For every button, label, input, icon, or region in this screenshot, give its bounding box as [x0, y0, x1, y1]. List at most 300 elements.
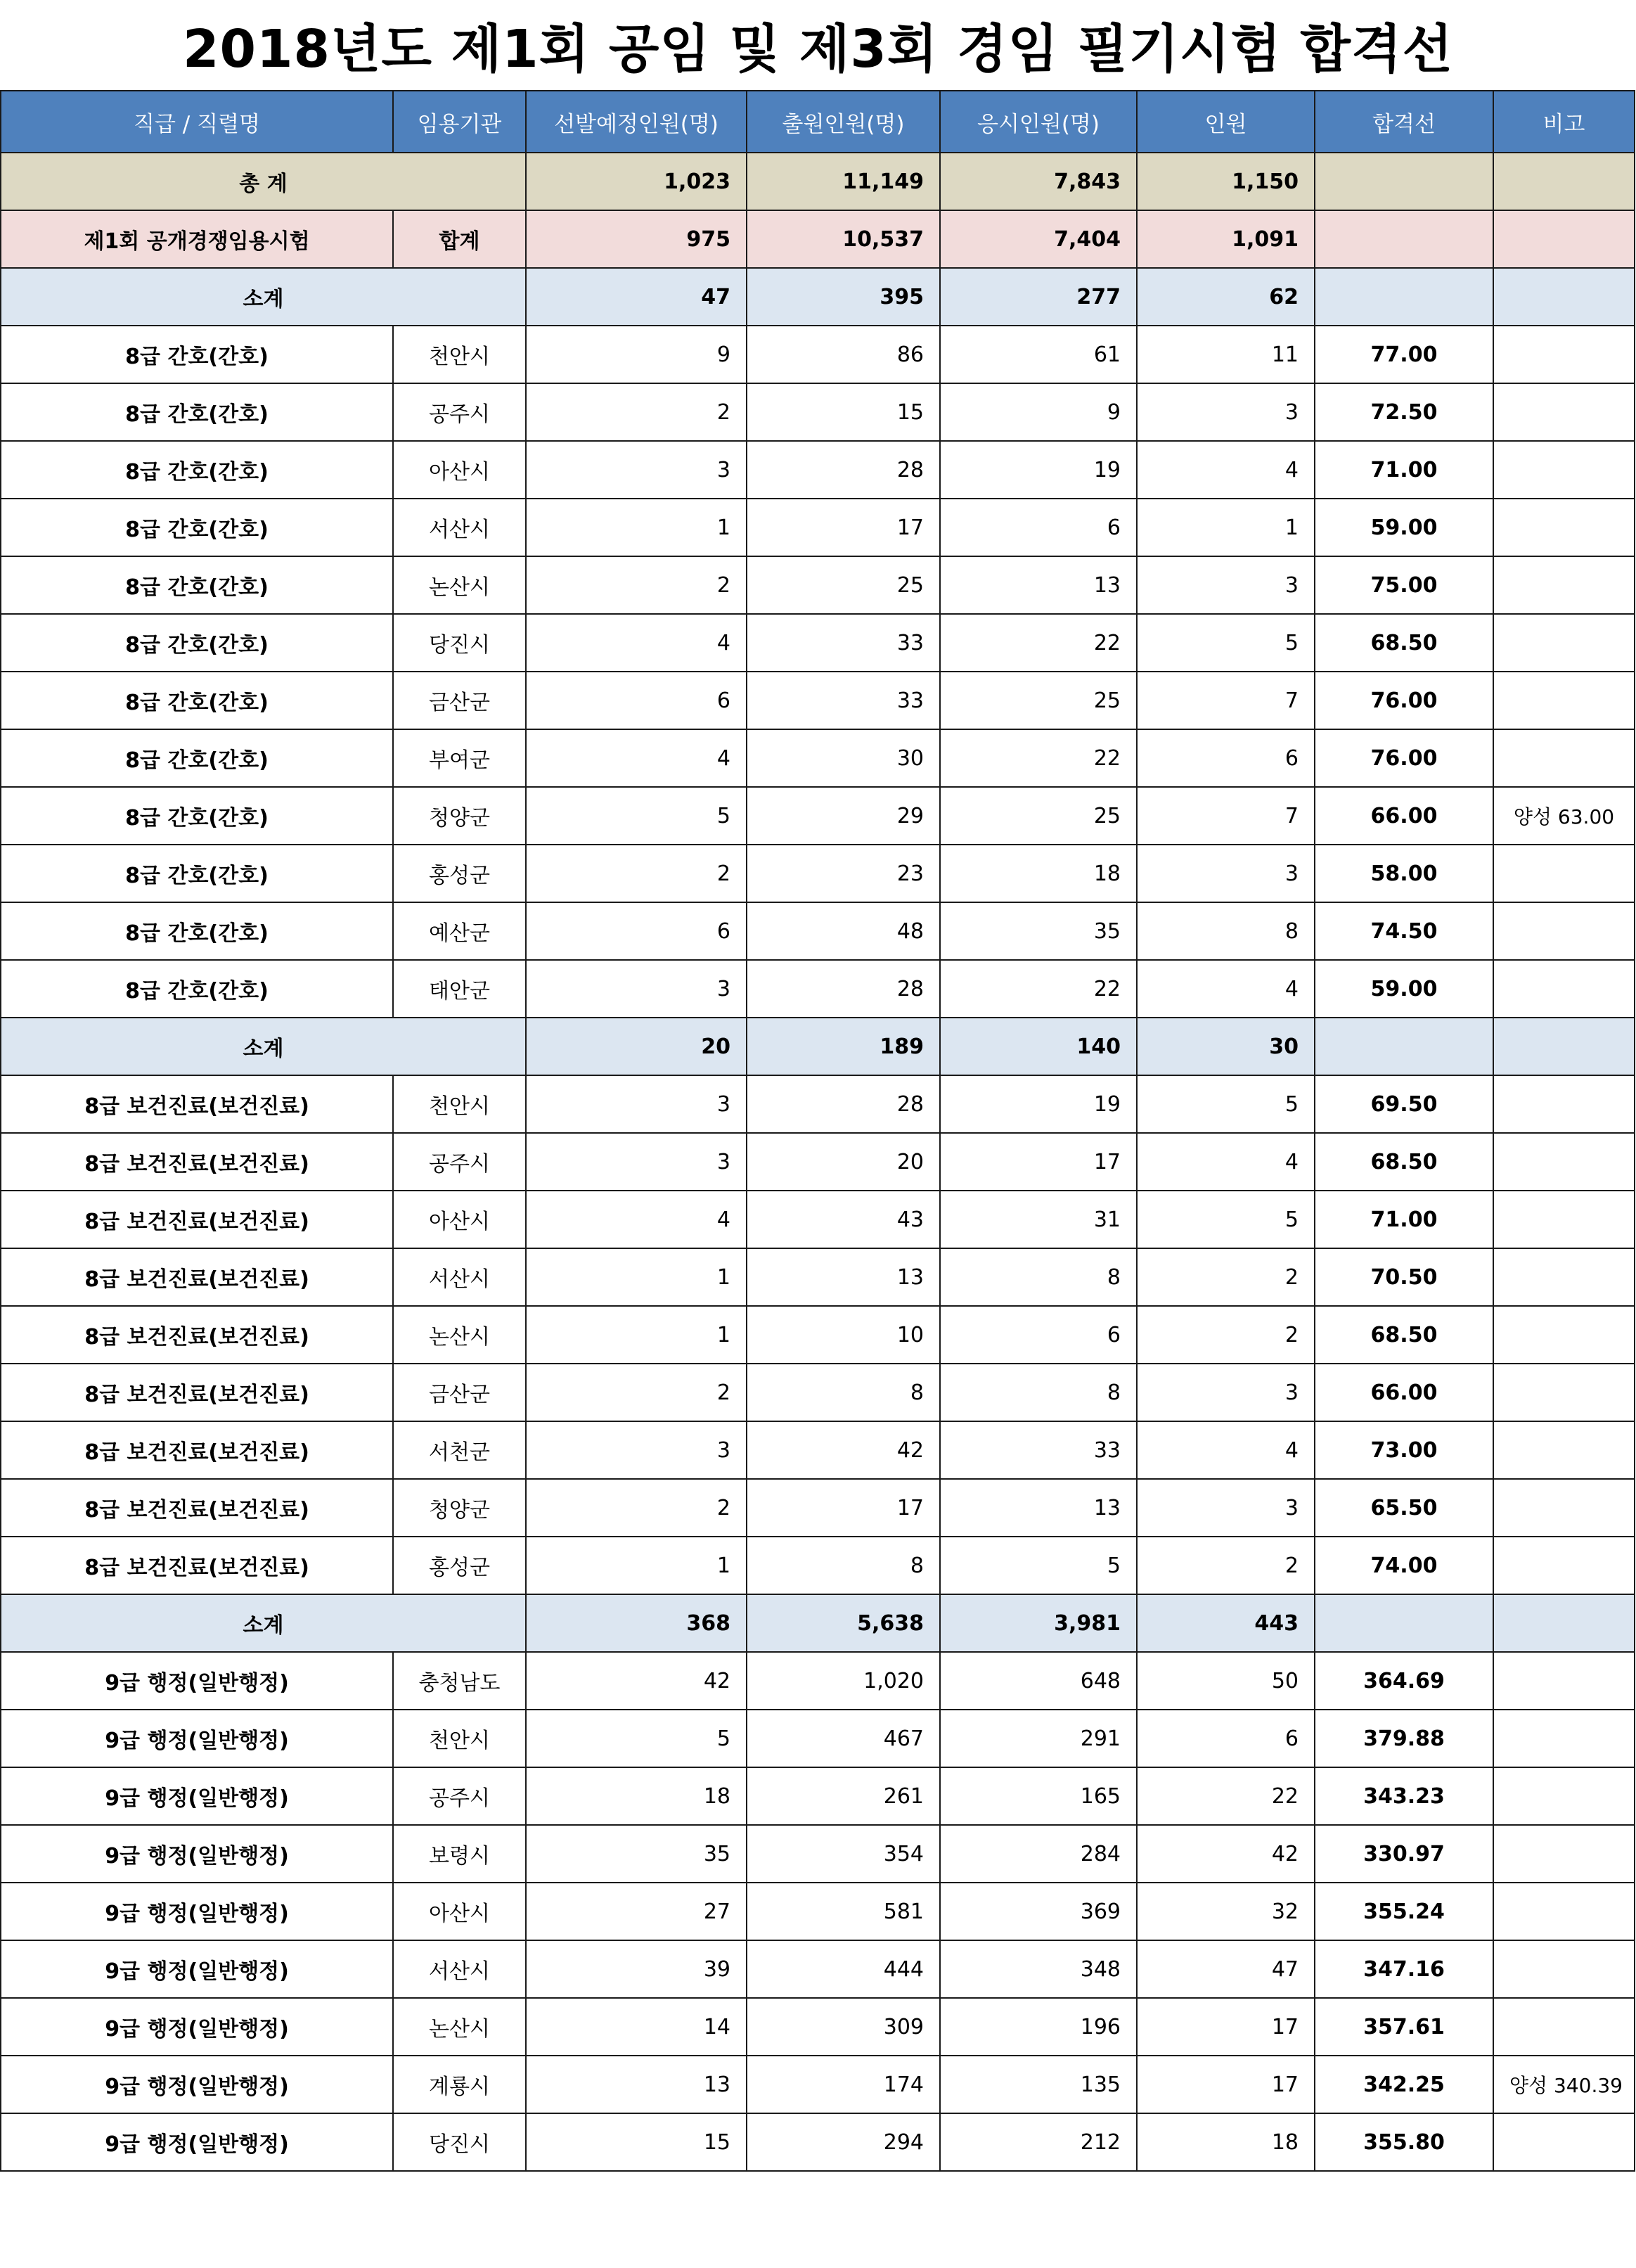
- agency-cell: 부여군: [393, 729, 526, 787]
- took-cell: 18: [940, 845, 1137, 902]
- agency-cell: 금산군: [393, 1364, 526, 1421]
- exam-total-label: 제1회 공개경쟁임용시험: [1, 210, 393, 268]
- cutoff-cell: 75.00: [1315, 556, 1493, 614]
- header-took: 응시인원(명): [940, 91, 1137, 153]
- header-cutoff: 합격선: [1315, 91, 1493, 153]
- applied-cell: 33: [747, 614, 940, 672]
- agency-cell: 천안시: [393, 326, 526, 383]
- note-cell: [1493, 1883, 1635, 1940]
- planned-cell: 5: [526, 1710, 747, 1767]
- position-cell: 8급 보건진료(보건진료): [1, 1248, 393, 1306]
- table-row: [1, 441, 1635, 499]
- cutoff-cell: 74.50: [1315, 902, 1493, 960]
- cutoff-cell: 357.61: [1315, 1998, 1493, 2056]
- passed-cell: 4: [1137, 441, 1315, 499]
- planned-cell: 2: [526, 383, 747, 441]
- position-cell: 8급 보건진료(보건진료): [1, 1421, 393, 1479]
- applied-cell: 10: [747, 1306, 940, 1364]
- agency-cell: 논산시: [393, 556, 526, 614]
- position-cell: 8급 간호(간호): [1, 960, 393, 1018]
- position-cell: 9급 행정(일반행정): [1, 1883, 393, 1940]
- table-row: [1, 499, 1635, 556]
- cutoff-cell: 70.50: [1315, 1248, 1493, 1306]
- subtotal-passed: 62: [1137, 268, 1315, 326]
- planned-cell: 3: [526, 1421, 747, 1479]
- agency-cell: 청양군: [393, 787, 526, 845]
- took-cell: 33: [940, 1421, 1137, 1479]
- applied-cell: 20: [747, 1133, 940, 1191]
- agency-cell: 서산시: [393, 499, 526, 556]
- subtotal-row: [1, 1018, 1635, 1075]
- took-cell: 19: [940, 441, 1137, 499]
- note-cell: [1493, 1421, 1635, 1479]
- took-cell: 61: [940, 326, 1137, 383]
- grand-total-passed: 1,150: [1137, 153, 1315, 210]
- note-cell: [1493, 1191, 1635, 1248]
- passed-cell: 7: [1137, 672, 1315, 729]
- agency-cell: 충청남도: [393, 1652, 526, 1710]
- position-cell: 9급 행정(일반행정): [1, 1710, 393, 1767]
- position-cell: 8급 간호(간호): [1, 787, 393, 845]
- note-cell: [1493, 1652, 1635, 1710]
- planned-cell: 2: [526, 556, 747, 614]
- table-row: [1, 1767, 1635, 1825]
- grand-total-applied: 11,149: [747, 153, 940, 210]
- took-cell: 291: [940, 1710, 1137, 1767]
- applied-cell: 17: [747, 499, 940, 556]
- applied-cell: 8: [747, 1537, 940, 1594]
- table-row: [1, 1133, 1635, 1191]
- cutoff-cell: 73.00: [1315, 1421, 1493, 1479]
- passed-cell: 2: [1137, 1248, 1315, 1306]
- passed-cell: 22: [1137, 1767, 1315, 1825]
- table-row: [1, 614, 1635, 672]
- planned-cell: 2: [526, 1364, 747, 1421]
- took-cell: 22: [940, 960, 1137, 1018]
- agency-cell: 당진시: [393, 2113, 526, 2171]
- note-cell: [1493, 1075, 1635, 1133]
- position-cell: 8급 간호(간호): [1, 729, 393, 787]
- agency-cell: 서산시: [393, 1940, 526, 1998]
- exam-total-cutoff: [1315, 210, 1493, 268]
- subtotal-note: [1493, 1018, 1635, 1075]
- note-cell: [1493, 1479, 1635, 1537]
- planned-cell: 1: [526, 499, 747, 556]
- position-cell: 9급 행정(일반행정): [1, 2056, 393, 2113]
- passed-cell: 3: [1137, 383, 1315, 441]
- exam-total-passed: 1,091: [1137, 210, 1315, 268]
- note-cell: [1493, 1825, 1635, 1883]
- note-cell: [1493, 556, 1635, 614]
- cutoff-cell: 66.00: [1315, 787, 1493, 845]
- position-cell: 8급 간호(간호): [1, 845, 393, 902]
- applied-cell: 261: [747, 1767, 940, 1825]
- cutoff-cell: 59.00: [1315, 960, 1493, 1018]
- took-cell: 19: [940, 1075, 1137, 1133]
- table-row: [1, 1710, 1635, 1767]
- passed-cell: 17: [1137, 1998, 1315, 2056]
- table-row: [1, 2056, 1635, 2113]
- subtotal-passed: 443: [1137, 1594, 1315, 1652]
- planned-cell: 14: [526, 1998, 747, 2056]
- passed-cell: 6: [1137, 729, 1315, 787]
- note-cell: [1493, 902, 1635, 960]
- note-cell: [1493, 1710, 1635, 1767]
- applied-cell: 309: [747, 1998, 940, 2056]
- cutoff-cell: 379.88: [1315, 1710, 1493, 1767]
- took-cell: 25: [940, 787, 1137, 845]
- planned-cell: 1: [526, 1537, 747, 1594]
- table-row: [1, 845, 1635, 902]
- planned-cell: 18: [526, 1767, 747, 1825]
- note-cell: [1493, 441, 1635, 499]
- cutoff-cell: 330.97: [1315, 1825, 1493, 1883]
- position-cell: 8급 간호(간호): [1, 556, 393, 614]
- took-cell: 212: [940, 2113, 1137, 2171]
- took-cell: 165: [940, 1767, 1137, 1825]
- took-cell: 22: [940, 729, 1137, 787]
- grand-total-note: [1493, 153, 1635, 210]
- passed-cell: 3: [1137, 556, 1315, 614]
- took-cell: 35: [940, 902, 1137, 960]
- subtotal-cutoff: [1315, 1018, 1493, 1075]
- table-row: [1, 1421, 1635, 1479]
- subtotal-applied: 395: [747, 268, 940, 326]
- subtotal-row: [1, 268, 1635, 326]
- position-cell: 8급 간호(간호): [1, 383, 393, 441]
- planned-cell: 6: [526, 672, 747, 729]
- applied-cell: 15: [747, 383, 940, 441]
- passed-cell: 4: [1137, 1133, 1315, 1191]
- planned-cell: 39: [526, 1940, 747, 1998]
- planned-cell: 3: [526, 1133, 747, 1191]
- applied-cell: 467: [747, 1710, 940, 1767]
- applied-cell: 42: [747, 1421, 940, 1479]
- subtotal-label: 소계: [1, 268, 526, 326]
- position-cell: 8급 보건진료(보건진료): [1, 1537, 393, 1594]
- note-cell: [1493, 1248, 1635, 1306]
- position-cell: 8급 간호(간호): [1, 441, 393, 499]
- agency-cell: 홍성군: [393, 845, 526, 902]
- subtotal-planned: 368: [526, 1594, 747, 1652]
- cutoff-cell: 77.00: [1315, 326, 1493, 383]
- took-cell: 31: [940, 1191, 1137, 1248]
- took-cell: 9: [940, 383, 1137, 441]
- subtotal-note: [1493, 1594, 1635, 1652]
- cutoff-cell: 76.00: [1315, 672, 1493, 729]
- subtotal-took: 140: [940, 1018, 1137, 1075]
- position-cell: 8급 간호(간호): [1, 902, 393, 960]
- agency-cell: 아산시: [393, 1191, 526, 1248]
- passed-cell: 7: [1137, 787, 1315, 845]
- passed-cell: 5: [1137, 1191, 1315, 1248]
- applied-cell: 33: [747, 672, 940, 729]
- position-cell: 9급 행정(일반행정): [1, 1998, 393, 2056]
- passed-cell: 4: [1137, 1421, 1315, 1479]
- table-row: [1, 1479, 1635, 1537]
- grand-total-cutoff: [1315, 153, 1493, 210]
- note-cell: [1493, 1940, 1635, 1998]
- passed-cell: 32: [1137, 1883, 1315, 1940]
- cutoff-cell: 76.00: [1315, 729, 1493, 787]
- header-row: [1, 91, 1635, 153]
- took-cell: 17: [940, 1133, 1137, 1191]
- planned-cell: 1: [526, 1248, 747, 1306]
- note-cell: 양성 340.39: [1493, 2056, 1635, 2113]
- passed-cell: 4: [1137, 960, 1315, 1018]
- position-cell: 8급 간호(간호): [1, 499, 393, 556]
- exam-total-agency: 합계: [393, 210, 526, 268]
- passed-cell: 1: [1137, 499, 1315, 556]
- passed-cell: 5: [1137, 1075, 1315, 1133]
- position-cell: 9급 행정(일반행정): [1, 1940, 393, 1998]
- agency-cell: 금산군: [393, 672, 526, 729]
- subtotal-planned: 47: [526, 268, 747, 326]
- cutoff-cell: 66.00: [1315, 1364, 1493, 1421]
- position-cell: 9급 행정(일반행정): [1, 2113, 393, 2171]
- table-row: [1, 1248, 1635, 1306]
- cutoff-cell: 65.50: [1315, 1479, 1493, 1537]
- subtotal-label: 소계: [1, 1594, 526, 1652]
- exam-total-applied: 10,537: [747, 210, 940, 268]
- passed-cell: 18: [1137, 2113, 1315, 2171]
- took-cell: 13: [940, 556, 1137, 614]
- agency-cell: 보령시: [393, 1825, 526, 1883]
- applied-cell: 8: [747, 1364, 940, 1421]
- passed-cell: 8: [1137, 902, 1315, 960]
- subtotal-took: 3,981: [940, 1594, 1137, 1652]
- agency-cell: 천안시: [393, 1075, 526, 1133]
- planned-cell: 27: [526, 1883, 747, 1940]
- took-cell: 25: [940, 672, 1137, 729]
- cutoff-cell: 74.00: [1315, 1537, 1493, 1594]
- took-cell: 8: [940, 1248, 1137, 1306]
- position-cell: 8급 간호(간호): [1, 614, 393, 672]
- agency-cell: 논산시: [393, 1306, 526, 1364]
- note-cell: [1493, 499, 1635, 556]
- table-row: [1, 1825, 1635, 1883]
- applied-cell: 23: [747, 845, 940, 902]
- cutoff-cell: 68.50: [1315, 1306, 1493, 1364]
- applied-cell: 29: [747, 787, 940, 845]
- cutoff-cell: 59.00: [1315, 499, 1493, 556]
- table-row: [1, 556, 1635, 614]
- note-cell: [1493, 614, 1635, 672]
- planned-cell: 2: [526, 845, 747, 902]
- note-cell: [1493, 1537, 1635, 1594]
- planned-cell: 4: [526, 1191, 747, 1248]
- position-cell: 9급 행정(일반행정): [1, 1767, 393, 1825]
- applied-cell: 30: [747, 729, 940, 787]
- note-cell: [1493, 1306, 1635, 1364]
- table-row: [1, 960, 1635, 1018]
- subtotal-row: [1, 1594, 1635, 1652]
- agency-cell: 홍성군: [393, 1537, 526, 1594]
- agency-cell: 예산군: [393, 902, 526, 960]
- position-cell: 8급 보건진료(보건진료): [1, 1133, 393, 1191]
- applied-cell: 28: [747, 1075, 940, 1133]
- applied-cell: 25: [747, 556, 940, 614]
- applied-cell: 48: [747, 902, 940, 960]
- planned-cell: 9: [526, 326, 747, 383]
- passed-cell: 42: [1137, 1825, 1315, 1883]
- planned-cell: 5: [526, 787, 747, 845]
- table-row: [1, 1652, 1635, 1710]
- planned-cell: 35: [526, 1825, 747, 1883]
- cutoff-cell: 71.00: [1315, 441, 1493, 499]
- grand-total-planned: 1,023: [526, 153, 747, 210]
- note-cell: [1493, 2113, 1635, 2171]
- passed-cell: 17: [1137, 2056, 1315, 2113]
- header-note: 비고: [1493, 91, 1635, 153]
- passed-cell: 6: [1137, 1710, 1315, 1767]
- planned-cell: 15: [526, 2113, 747, 2171]
- cutoff-cell: 342.25: [1315, 2056, 1493, 2113]
- note-cell: [1493, 1133, 1635, 1191]
- position-cell: 8급 보건진료(보건진료): [1, 1306, 393, 1364]
- planned-cell: 3: [526, 1075, 747, 1133]
- took-cell: 6: [940, 499, 1137, 556]
- note-cell: 양성 63.00: [1493, 787, 1635, 845]
- table-row: [1, 1883, 1635, 1940]
- note-cell: [1493, 326, 1635, 383]
- table-row: [1, 672, 1635, 729]
- applied-cell: 28: [747, 960, 940, 1018]
- applied-cell: 43: [747, 1191, 940, 1248]
- passed-cell: 5: [1137, 614, 1315, 672]
- grand-total-took: 7,843: [940, 153, 1137, 210]
- cutoff-cell: 347.16: [1315, 1940, 1493, 1998]
- exam-total-note: [1493, 210, 1635, 268]
- header-passed: 인원: [1137, 91, 1315, 153]
- cutoff-cell: 69.50: [1315, 1075, 1493, 1133]
- cutoff-cell: 71.00: [1315, 1191, 1493, 1248]
- planned-cell: 6: [526, 902, 747, 960]
- passed-cell: 2: [1137, 1537, 1315, 1594]
- took-cell: 284: [940, 1825, 1137, 1883]
- subtotal-cutoff: [1315, 268, 1493, 326]
- applied-cell: 17: [747, 1479, 940, 1537]
- agency-cell: 서천군: [393, 1421, 526, 1479]
- agency-cell: 공주시: [393, 383, 526, 441]
- position-cell: 8급 보건진료(보건진료): [1, 1364, 393, 1421]
- planned-cell: 3: [526, 960, 747, 1018]
- table-row: [1, 1537, 1635, 1594]
- table-row: [1, 1998, 1635, 2056]
- header-agency: 임용기관: [393, 91, 526, 153]
- took-cell: 22: [940, 614, 1137, 672]
- agency-cell: 청양군: [393, 1479, 526, 1537]
- applied-cell: 294: [747, 2113, 940, 2171]
- table-row: [1, 326, 1635, 383]
- agency-cell: 아산시: [393, 441, 526, 499]
- took-cell: 196: [940, 1998, 1137, 2056]
- applied-cell: 13: [747, 1248, 940, 1306]
- header-position: 직급 / 직렬명: [1, 91, 393, 153]
- subtotal-label: 소계: [1, 1018, 526, 1075]
- cutoff-cell: 68.50: [1315, 1133, 1493, 1191]
- table-row: [1, 1940, 1635, 1998]
- header-planned: 선발예정인원(명): [526, 91, 747, 153]
- table-row: [1, 383, 1635, 441]
- position-cell: 8급 보건진료(보건진료): [1, 1075, 393, 1133]
- exam-total-planned: 975: [526, 210, 747, 268]
- passed-cell: 47: [1137, 1940, 1315, 1998]
- subtotal-took: 277: [940, 268, 1137, 326]
- subtotal-note: [1493, 268, 1635, 326]
- exam-total-took: 7,404: [940, 210, 1137, 268]
- note-cell: [1493, 960, 1635, 1018]
- passed-cell: 3: [1137, 845, 1315, 902]
- planned-cell: 4: [526, 614, 747, 672]
- note-cell: [1493, 672, 1635, 729]
- position-cell: 8급 간호(간호): [1, 326, 393, 383]
- position-cell: 8급 보건진료(보건진료): [1, 1191, 393, 1248]
- agency-cell: 당진시: [393, 614, 526, 672]
- note-cell: [1493, 383, 1635, 441]
- table-row: [1, 1306, 1635, 1364]
- passed-cell: 50: [1137, 1652, 1315, 1710]
- passed-cell: 11: [1137, 326, 1315, 383]
- took-cell: 348: [940, 1940, 1137, 1998]
- took-cell: 13: [940, 1479, 1137, 1537]
- agency-cell: 공주시: [393, 1133, 526, 1191]
- applied-cell: 444: [747, 1940, 940, 1998]
- table-row: [1, 729, 1635, 787]
- agency-cell: 계룡시: [393, 2056, 526, 2113]
- exam-total-row: [1, 210, 1635, 268]
- grand-total-label: 총 계: [1, 153, 526, 210]
- passed-cell: 2: [1137, 1306, 1315, 1364]
- header-applied: 출원인원(명): [747, 91, 940, 153]
- table-row: [1, 1191, 1635, 1248]
- agency-cell: 서산시: [393, 1248, 526, 1306]
- cutoff-cell: 355.80: [1315, 2113, 1493, 2171]
- took-cell: 8: [940, 1364, 1137, 1421]
- table-row: [1, 2113, 1635, 2171]
- took-cell: 648: [940, 1652, 1137, 1710]
- note-cell: [1493, 1364, 1635, 1421]
- agency-cell: 태안군: [393, 960, 526, 1018]
- applied-cell: 1,020: [747, 1652, 940, 1710]
- page-title: 2018년도 제1회 공임 및 제3회 경임 필기시험 합격선: [183, 19, 1453, 79]
- note-cell: [1493, 1998, 1635, 2056]
- note-cell: [1493, 729, 1635, 787]
- passed-cell: 3: [1137, 1364, 1315, 1421]
- planned-cell: 4: [526, 729, 747, 787]
- applied-cell: 354: [747, 1825, 940, 1883]
- applied-cell: 28: [747, 441, 940, 499]
- note-cell: [1493, 845, 1635, 902]
- subtotal-cutoff: [1315, 1594, 1493, 1652]
- table-row: [1, 902, 1635, 960]
- took-cell: 6: [940, 1306, 1137, 1364]
- took-cell: 369: [940, 1883, 1137, 1940]
- took-cell: 135: [940, 2056, 1137, 2113]
- planned-cell: 3: [526, 441, 747, 499]
- applied-cell: 86: [747, 326, 940, 383]
- position-cell: 8급 간호(간호): [1, 672, 393, 729]
- applied-cell: 174: [747, 2056, 940, 2113]
- agency-cell: 공주시: [393, 1767, 526, 1825]
- cutoff-cell: 58.00: [1315, 845, 1493, 902]
- planned-cell: 42: [526, 1652, 747, 1710]
- took-cell: 5: [940, 1537, 1137, 1594]
- position-cell: 9급 행정(일반행정): [1, 1652, 393, 1710]
- position-cell: 9급 행정(일반행정): [1, 1825, 393, 1883]
- cutoff-cell: 364.69: [1315, 1652, 1493, 1710]
- table-row: [1, 1075, 1635, 1133]
